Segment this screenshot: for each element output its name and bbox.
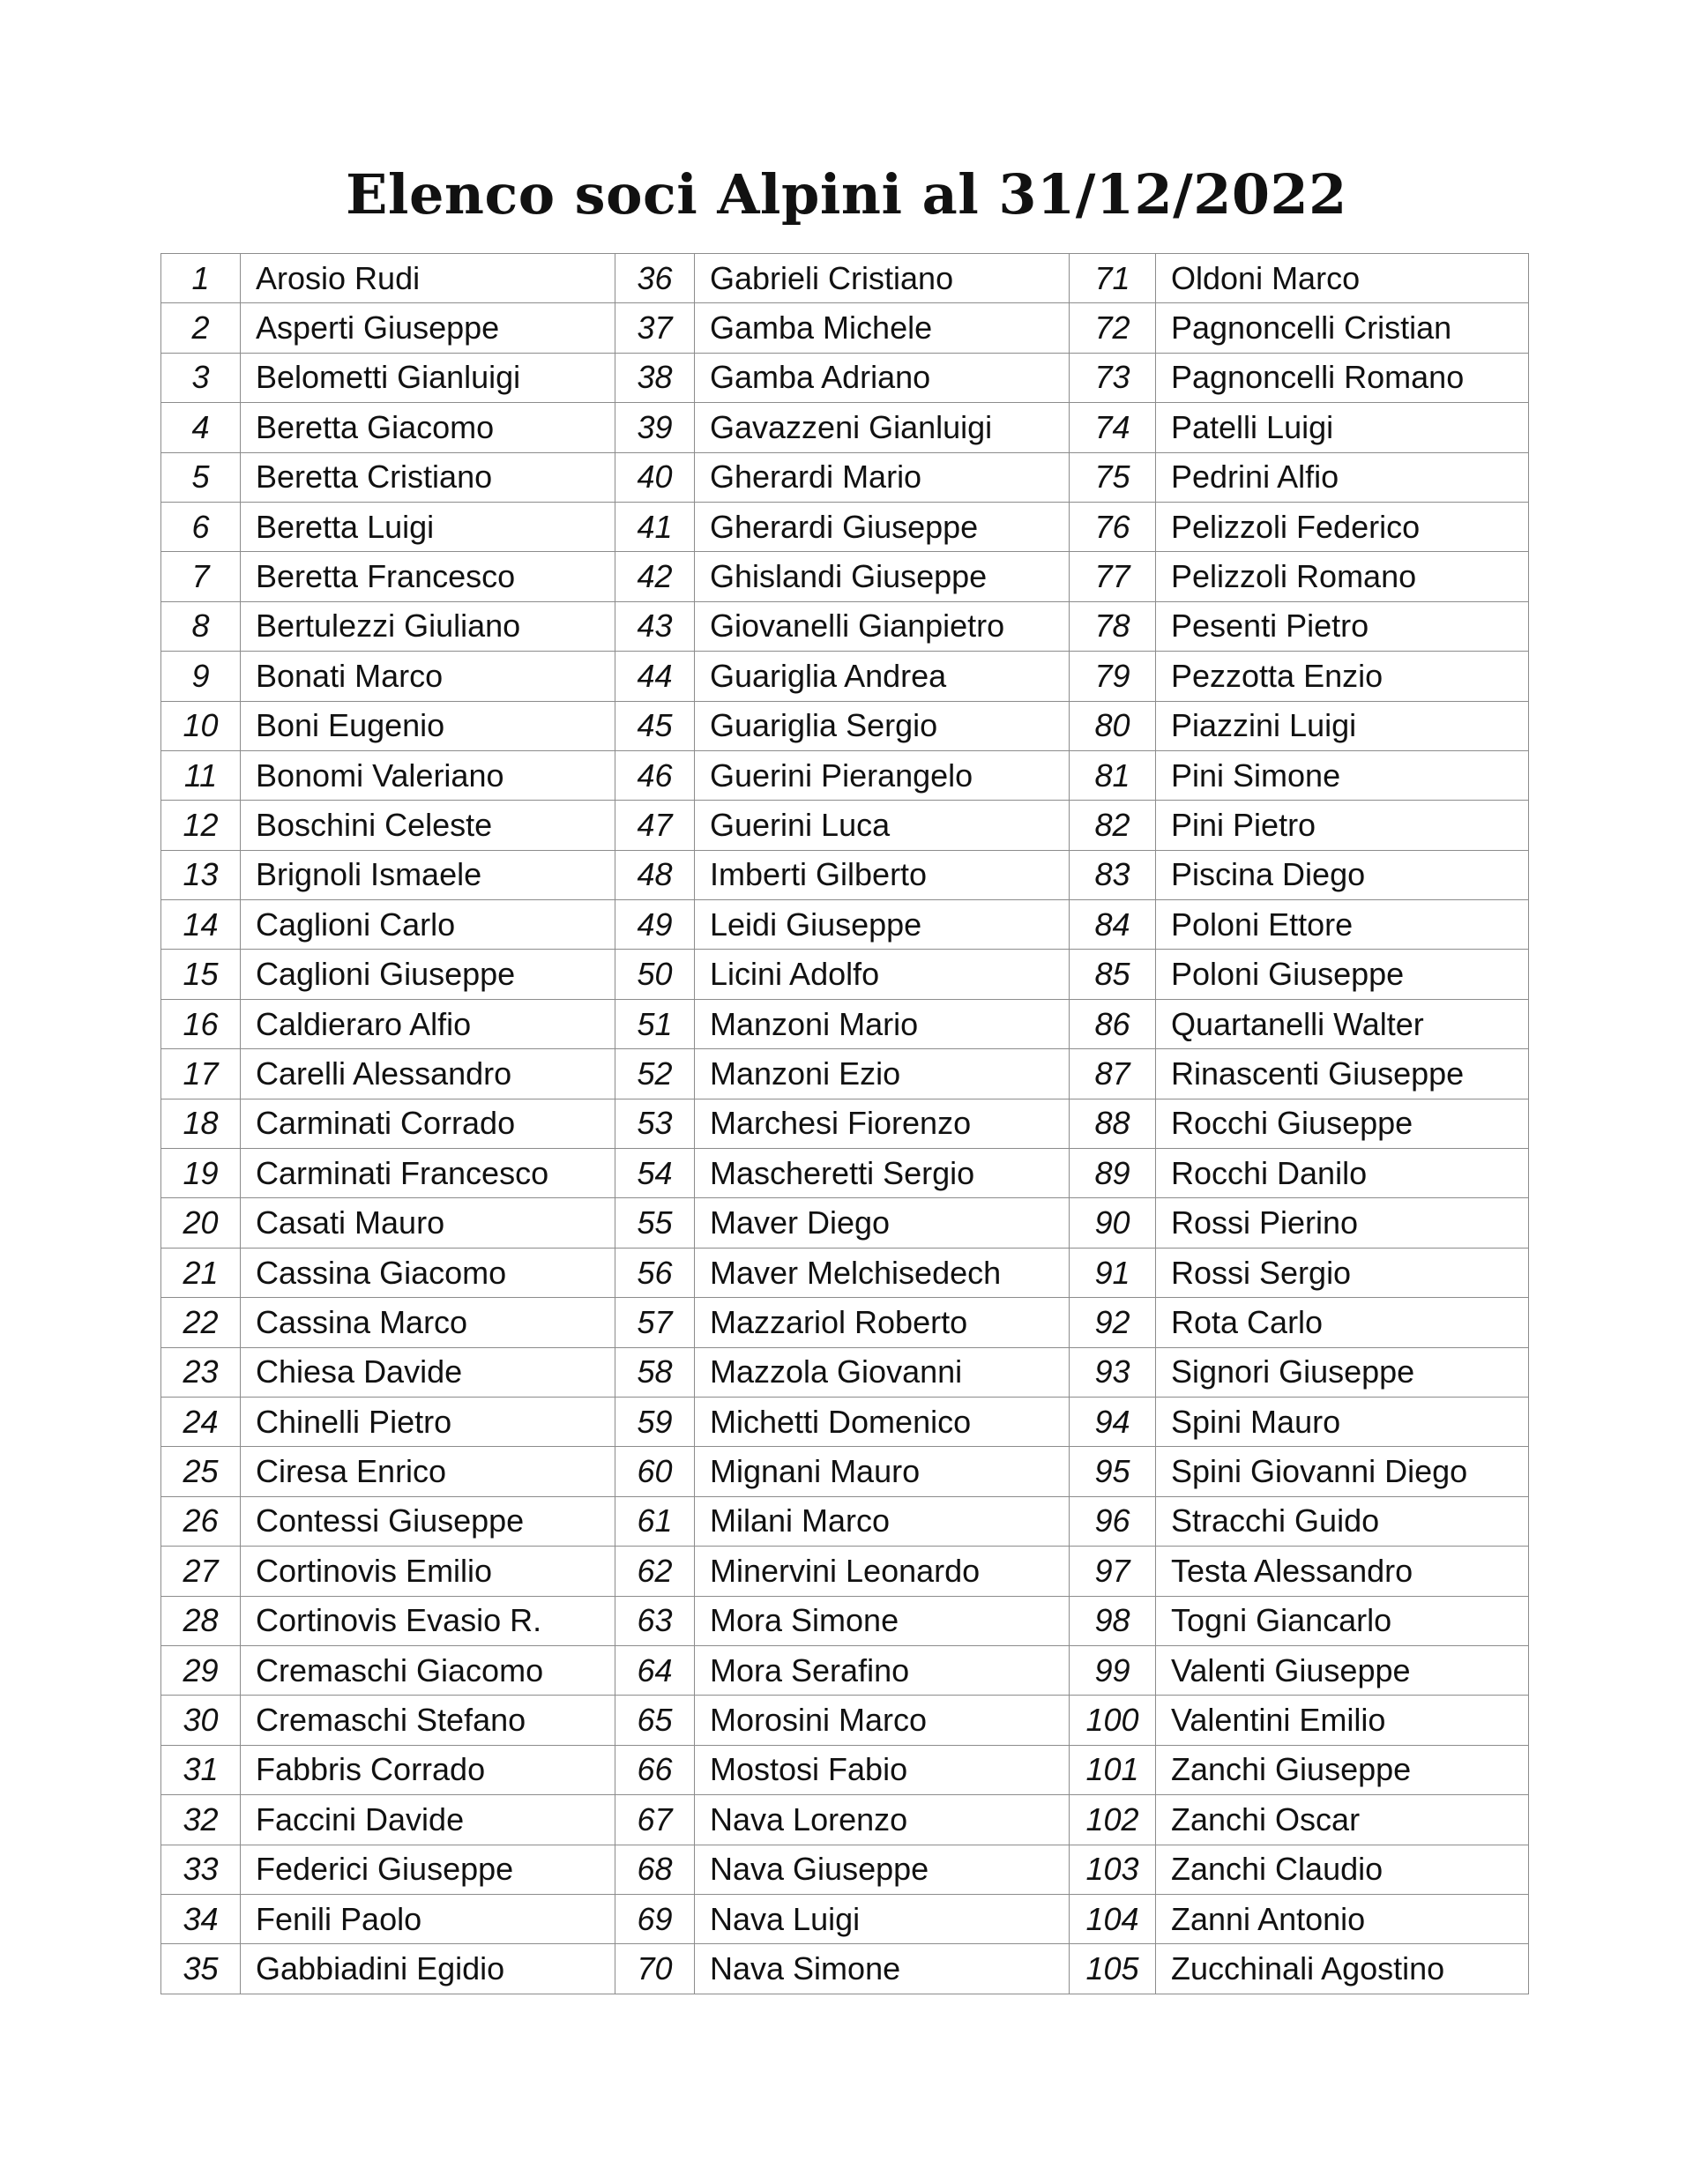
- member-name: Guerini Luca: [695, 801, 1070, 850]
- member-name: Mazzola Giovanni: [695, 1347, 1070, 1397]
- table-row: [161, 1547, 1529, 1596]
- member-number: 72: [1070, 303, 1156, 353]
- member-number: 51: [615, 999, 695, 1048]
- member-number: 47: [615, 801, 695, 850]
- member-name: Pedrini Alfio: [1156, 452, 1529, 502]
- member-name: Asperti Giuseppe: [241, 303, 615, 353]
- member-number: 54: [615, 1149, 695, 1198]
- member-name: Cassina Giacomo: [241, 1248, 615, 1297]
- table-row: [161, 1645, 1529, 1695]
- member-number: 37: [615, 303, 695, 353]
- member-number: 77: [1070, 552, 1156, 601]
- member-number: 29: [161, 1645, 241, 1695]
- member-number: 17: [161, 1049, 241, 1099]
- member-number: 25: [161, 1447, 241, 1496]
- member-number: 11: [161, 750, 241, 800]
- member-name: Beretta Cristiano: [241, 452, 615, 502]
- member-number: 13: [161, 850, 241, 899]
- table-row: [161, 1944, 1529, 1994]
- table-row: [161, 750, 1529, 800]
- table-row: [161, 303, 1529, 353]
- member-name: Mazzariol Roberto: [695, 1298, 1070, 1347]
- member-name: Guariglia Andrea: [695, 652, 1070, 701]
- member-number: 10: [161, 701, 241, 750]
- member-name: Casati Mauro: [241, 1198, 615, 1248]
- member-name: Faccini Davide: [241, 1795, 615, 1845]
- member-number: 33: [161, 1845, 241, 1894]
- member-name: Cortinovis Emilio: [241, 1547, 615, 1596]
- member-number: 82: [1070, 801, 1156, 850]
- member-name: Nava Luigi: [695, 1894, 1070, 1943]
- table-row: [161, 652, 1529, 701]
- member-number: 68: [615, 1845, 695, 1894]
- table-row: [161, 1099, 1529, 1148]
- member-number: 48: [615, 850, 695, 899]
- member-name: Imberti Gilberto: [695, 850, 1070, 899]
- member-number: 12: [161, 801, 241, 850]
- member-number: 93: [1070, 1347, 1156, 1397]
- table-row: [161, 452, 1529, 502]
- member-name: Zanchi Oscar: [1156, 1795, 1529, 1845]
- member-name: Stracchi Guido: [1156, 1496, 1529, 1546]
- member-name: Carelli Alessandro: [241, 1049, 615, 1099]
- member-number: 80: [1070, 701, 1156, 750]
- table-row: [161, 701, 1529, 750]
- member-name: Morosini Marco: [695, 1696, 1070, 1745]
- member-number: 43: [615, 601, 695, 651]
- table-row: [161, 601, 1529, 651]
- member-name: Mostosi Fabio: [695, 1745, 1070, 1794]
- member-name: Rinascenti Giuseppe: [1156, 1049, 1529, 1099]
- member-name: Chinelli Pietro: [241, 1397, 615, 1446]
- member-number: 55: [615, 1198, 695, 1248]
- member-number: 88: [1070, 1099, 1156, 1148]
- member-number: 2: [161, 303, 241, 353]
- member-number: 39: [615, 403, 695, 452]
- member-name: Pelizzoli Romano: [1156, 552, 1529, 601]
- member-number: 96: [1070, 1496, 1156, 1546]
- member-number: 1: [161, 254, 241, 303]
- member-name: Zucchinali Agostino: [1156, 1944, 1529, 1994]
- member-number: 86: [1070, 999, 1156, 1048]
- member-name: Minervini Leonardo: [695, 1547, 1070, 1596]
- member-name: Cremaschi Stefano: [241, 1696, 615, 1745]
- member-number: 52: [615, 1049, 695, 1099]
- member-name: Gamba Michele: [695, 303, 1070, 353]
- member-name: Caldieraro Alfio: [241, 999, 615, 1048]
- member-number: 61: [615, 1496, 695, 1546]
- member-name: Oldoni Marco: [1156, 254, 1529, 303]
- member-name: Togni Giancarlo: [1156, 1596, 1529, 1645]
- member-name: Manzoni Mario: [695, 999, 1070, 1048]
- member-name: Bertulezzi Giuliano: [241, 601, 615, 651]
- member-name: Pagnoncelli Romano: [1156, 353, 1529, 402]
- member-number: 59: [615, 1397, 695, 1446]
- member-number: 42: [615, 552, 695, 601]
- member-name: Piazzini Luigi: [1156, 701, 1529, 750]
- table-row: [161, 1696, 1529, 1745]
- member-number: 34: [161, 1894, 241, 1943]
- member-number: 99: [1070, 1645, 1156, 1695]
- member-number: 19: [161, 1149, 241, 1198]
- member-number: 75: [1070, 452, 1156, 502]
- table-row: [161, 1795, 1529, 1845]
- member-name: Bonati Marco: [241, 652, 615, 701]
- table-row: [161, 1397, 1529, 1446]
- member-number: 49: [615, 900, 695, 950]
- member-name: Rossi Pierino: [1156, 1198, 1529, 1248]
- member-number: 5: [161, 452, 241, 502]
- table-row: [161, 1298, 1529, 1347]
- member-name: Poloni Giuseppe: [1156, 950, 1529, 999]
- member-number: 32: [161, 1795, 241, 1845]
- table-row: [161, 999, 1529, 1048]
- member-name: Gherardi Mario: [695, 452, 1070, 502]
- member-name: Patelli Luigi: [1156, 403, 1529, 452]
- member-name: Beretta Luigi: [241, 502, 615, 551]
- member-name: Nava Lorenzo: [695, 1795, 1070, 1845]
- member-number: 56: [615, 1248, 695, 1297]
- member-number: 18: [161, 1099, 241, 1148]
- member-name: Michetti Domenico: [695, 1397, 1070, 1446]
- table-row: [161, 900, 1529, 950]
- member-name: Pesenti Pietro: [1156, 601, 1529, 651]
- member-number: 7: [161, 552, 241, 601]
- member-number: 23: [161, 1347, 241, 1397]
- member-name: Pezzotta Enzio: [1156, 652, 1529, 701]
- member-name: Marchesi Fiorenzo: [695, 1099, 1070, 1148]
- member-number: 63: [615, 1596, 695, 1645]
- table-row: [161, 1596, 1529, 1645]
- table-row: [161, 1049, 1529, 1099]
- member-number: 50: [615, 950, 695, 999]
- member-number: 102: [1070, 1795, 1156, 1845]
- member-number: 24: [161, 1397, 241, 1446]
- member-number: 90: [1070, 1198, 1156, 1248]
- member-name: Maver Diego: [695, 1198, 1070, 1248]
- member-name: Boni Eugenio: [241, 701, 615, 750]
- table-row: [161, 1745, 1529, 1794]
- table-row: [161, 1149, 1529, 1198]
- member-number: 45: [615, 701, 695, 750]
- member-number: 20: [161, 1198, 241, 1248]
- member-number: 64: [615, 1645, 695, 1695]
- member-name: Beretta Giacomo: [241, 403, 615, 452]
- member-name: Carminati Corrado: [241, 1099, 615, 1148]
- member-number: 57: [615, 1298, 695, 1347]
- member-name: Contessi Giuseppe: [241, 1496, 615, 1546]
- member-name: Brignoli Ismaele: [241, 850, 615, 899]
- member-number: 21: [161, 1248, 241, 1297]
- member-number: 6: [161, 502, 241, 551]
- member-name: Chiesa Davide: [241, 1347, 615, 1397]
- member-name: Gherardi Giuseppe: [695, 502, 1070, 551]
- member-number: 84: [1070, 900, 1156, 950]
- member-number: 105: [1070, 1944, 1156, 1994]
- member-number: 9: [161, 652, 241, 701]
- member-number: 73: [1070, 353, 1156, 402]
- table-row: [161, 850, 1529, 899]
- table-row: [161, 353, 1529, 402]
- member-number: 89: [1070, 1149, 1156, 1198]
- table-row: [161, 254, 1529, 303]
- member-number: 4: [161, 403, 241, 452]
- member-name: Milani Marco: [695, 1496, 1070, 1546]
- table-row: [161, 1248, 1529, 1297]
- table-row: [161, 950, 1529, 999]
- member-name: Federici Giuseppe: [241, 1845, 615, 1894]
- member-name: Rocchi Giuseppe: [1156, 1099, 1529, 1148]
- member-name: Quartanelli Walter: [1156, 999, 1529, 1048]
- member-name: Licini Adolfo: [695, 950, 1070, 999]
- member-number: 53: [615, 1099, 695, 1148]
- member-name: Mora Serafino: [695, 1645, 1070, 1695]
- member-number: 91: [1070, 1248, 1156, 1297]
- member-name: Boschini Celeste: [241, 801, 615, 850]
- member-number: 98: [1070, 1596, 1156, 1645]
- member-name: Giovanelli Gianpietro: [695, 601, 1070, 651]
- page-title: Elenco soci Alpini al 31/12/2022: [346, 162, 1347, 227]
- member-number: 36: [615, 254, 695, 303]
- member-name: Nava Simone: [695, 1944, 1070, 1994]
- member-number: 74: [1070, 403, 1156, 452]
- table-row: [161, 1447, 1529, 1496]
- members-table: [160, 253, 1529, 1994]
- member-name: Carminati Francesco: [241, 1149, 615, 1198]
- member-number: 14: [161, 900, 241, 950]
- member-number: 67: [615, 1795, 695, 1845]
- member-number: 81: [1070, 750, 1156, 800]
- member-name: Guerini Pierangelo: [695, 750, 1070, 800]
- member-name: Rocchi Danilo: [1156, 1149, 1529, 1198]
- member-number: 44: [615, 652, 695, 701]
- table-row: [161, 801, 1529, 850]
- member-number: 22: [161, 1298, 241, 1347]
- member-name: Cremaschi Giacomo: [241, 1645, 615, 1695]
- member-number: 76: [1070, 502, 1156, 551]
- member-name: Caglioni Carlo: [241, 900, 615, 950]
- member-name: Ciresa Enrico: [241, 1447, 615, 1496]
- member-name: Belometti Gianluigi: [241, 353, 615, 402]
- member-name: Pelizzoli Federico: [1156, 502, 1529, 551]
- member-name: Spini Mauro: [1156, 1397, 1529, 1446]
- member-number: 92: [1070, 1298, 1156, 1347]
- table-row: [161, 1198, 1529, 1248]
- member-name: Fabbris Corrado: [241, 1745, 615, 1794]
- member-name: Rossi Sergio: [1156, 1248, 1529, 1297]
- member-name: Bonomi Valeriano: [241, 750, 615, 800]
- member-name: Mora Simone: [695, 1596, 1070, 1645]
- member-name: Caglioni Giuseppe: [241, 950, 615, 999]
- member-number: 15: [161, 950, 241, 999]
- member-name: Ghislandi Giuseppe: [695, 552, 1070, 601]
- member-number: 78: [1070, 601, 1156, 651]
- member-name: Maver Melchisedech: [695, 1248, 1070, 1297]
- table-row: [161, 552, 1529, 601]
- member-number: 3: [161, 353, 241, 402]
- member-name: Valenti Giuseppe: [1156, 1645, 1529, 1695]
- member-name: Gabbiadini Egidio: [241, 1944, 615, 1994]
- member-number: 28: [161, 1596, 241, 1645]
- member-number: 95: [1070, 1447, 1156, 1496]
- member-number: 31: [161, 1745, 241, 1794]
- member-number: 79: [1070, 652, 1156, 701]
- member-number: 26: [161, 1496, 241, 1546]
- member-number: 62: [615, 1547, 695, 1596]
- table-row: [161, 502, 1529, 551]
- member-number: 27: [161, 1547, 241, 1596]
- member-name: Piscina Diego: [1156, 850, 1529, 899]
- member-number: 104: [1070, 1894, 1156, 1943]
- member-name: Arosio Rudi: [241, 254, 615, 303]
- member-number: 38: [615, 353, 695, 402]
- member-name: Spini Giovanni Diego: [1156, 1447, 1529, 1496]
- member-name: Gamba Adriano: [695, 353, 1070, 402]
- table-row: [161, 1347, 1529, 1397]
- member-name: Pagnoncelli Cristian: [1156, 303, 1529, 353]
- table-row: [161, 1496, 1529, 1546]
- member-number: 101: [1070, 1745, 1156, 1794]
- member-name: Pini Pietro: [1156, 801, 1529, 850]
- member-number: 65: [615, 1696, 695, 1745]
- member-name: Cassina Marco: [241, 1298, 615, 1347]
- member-name: Signori Giuseppe: [1156, 1347, 1529, 1397]
- member-name: Zanchi Giuseppe: [1156, 1745, 1529, 1794]
- member-name: Manzoni Ezio: [695, 1049, 1070, 1099]
- member-number: 100: [1070, 1696, 1156, 1745]
- member-name: Guariglia Sergio: [695, 701, 1070, 750]
- member-number: 83: [1070, 850, 1156, 899]
- members-table-body: [161, 254, 1529, 1994]
- member-number: 8: [161, 601, 241, 651]
- member-name: Valentini Emilio: [1156, 1696, 1529, 1745]
- member-number: 66: [615, 1745, 695, 1794]
- member-name: Rota Carlo: [1156, 1298, 1529, 1347]
- member-number: 85: [1070, 950, 1156, 999]
- member-number: 87: [1070, 1049, 1156, 1099]
- member-name: Leidi Giuseppe: [695, 900, 1070, 950]
- member-name: Fenili Paolo: [241, 1894, 615, 1943]
- member-name: Cortinovis Evasio R.: [241, 1596, 615, 1645]
- member-name: Testa Alessandro: [1156, 1547, 1529, 1596]
- member-number: 16: [161, 999, 241, 1048]
- member-number: 60: [615, 1447, 695, 1496]
- member-name: Gavazzeni Gianluigi: [695, 403, 1070, 452]
- member-name: Mascheretti Sergio: [695, 1149, 1070, 1198]
- member-number: 58: [615, 1347, 695, 1397]
- member-number: 94: [1070, 1397, 1156, 1446]
- member-name: Nava Giuseppe: [695, 1845, 1070, 1894]
- member-name: Poloni Ettore: [1156, 900, 1529, 950]
- member-name: Mignani Mauro: [695, 1447, 1070, 1496]
- table-row: [161, 1845, 1529, 1894]
- member-name: Gabrieli Cristiano: [695, 254, 1070, 303]
- table-row: [161, 403, 1529, 452]
- member-number: 40: [615, 452, 695, 502]
- member-number: 46: [615, 750, 695, 800]
- member-number: 69: [615, 1894, 695, 1943]
- member-number: 35: [161, 1944, 241, 1994]
- member-number: 70: [615, 1944, 695, 1994]
- table-row: [161, 1894, 1529, 1943]
- member-number: 103: [1070, 1845, 1156, 1894]
- member-number: 41: [615, 502, 695, 551]
- member-number: 71: [1070, 254, 1156, 303]
- member-name: Zanni Antonio: [1156, 1894, 1529, 1943]
- member-number: 97: [1070, 1547, 1156, 1596]
- member-name: Zanchi Claudio: [1156, 1845, 1529, 1894]
- member-name: Beretta Francesco: [241, 552, 615, 601]
- member-name: Pini Simone: [1156, 750, 1529, 800]
- member-number: 30: [161, 1696, 241, 1745]
